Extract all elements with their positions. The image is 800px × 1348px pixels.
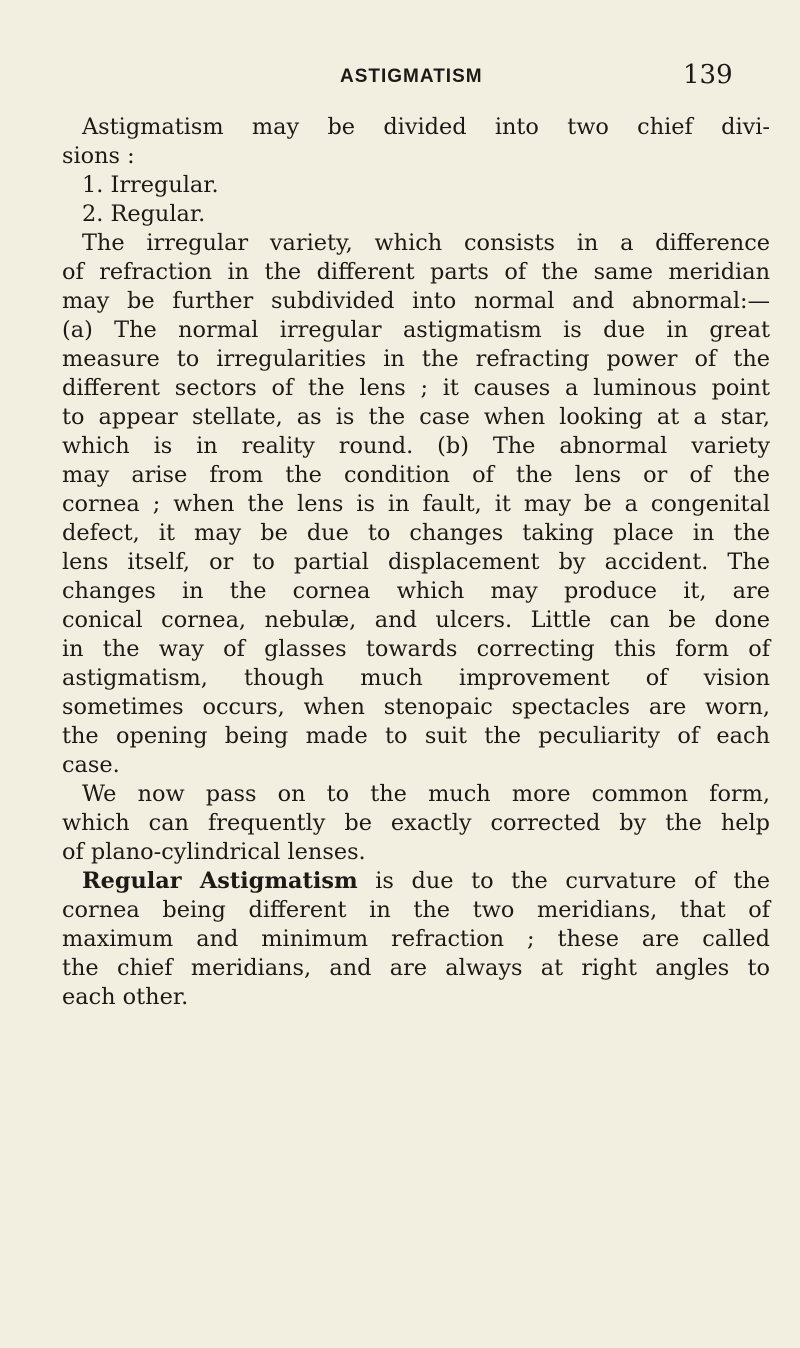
paragraph-4-line-2: cornea being different in the two meridians, that of — [62, 897, 770, 923]
list-item-irregular: 1. Irregular. — [82, 172, 219, 198]
paragraph-3-line-3: of plano-cylindrical lenses. — [62, 839, 366, 865]
paragraph-2-line-14: conical cornea, nebulæ, and ulcers. Little can be done — [62, 607, 770, 633]
paragraph-2-line-19: case. — [62, 752, 120, 778]
term-regular-astigmatism: Regular Astigmatism — [82, 868, 358, 894]
paragraph-1-line-1: Astigmatism may be divided into two chief divi- — [82, 114, 770, 140]
page-header — [0, 62, 800, 92]
paragraph-2-line-7: to appear stellate, as is the case when looking at a star, — [62, 404, 770, 430]
list-item-regular: 2. Regular. — [82, 201, 206, 227]
paragraph-4-line-3: maximum and minimum refraction ; these are called — [62, 926, 770, 952]
paragraph-4-line-1-rest: is due to the curvature of the — [357, 868, 770, 894]
paragraph-2-line-4: (a) The normal irregular astigmatism is due in great — [62, 317, 770, 343]
paragraph-3-line-1: We now pass on to the much more common form, — [82, 781, 770, 807]
page-number: 139 — [683, 60, 733, 90]
paragraph-2-line-3: may be further subdivided into normal and abnormal:— — [62, 288, 770, 314]
paragraph-2-line-17: sometimes occurs, when stenopaic spectacles are worn, — [62, 694, 770, 720]
paragraph-4-line-4: the chief meridians, and are always at right angles to — [62, 955, 770, 981]
paragraph-2-line-9: may arise from the condition of the lens or of the — [62, 462, 770, 488]
paragraph-2-line-13: changes in the cornea which may produce it, are — [62, 578, 770, 604]
paragraph-4-line-5: each other. — [62, 984, 189, 1010]
running-head: ASTIGMATISM — [340, 66, 483, 87]
paragraph-2-line-6: different sectors of the lens ; it causes a luminous point — [62, 375, 770, 401]
paragraph-2-line-15: in the way of glasses towards correcting this form of — [62, 636, 770, 662]
paragraph-2-line-16: astigmatism, though much improvement of vision — [62, 665, 770, 691]
paragraph-2-line-18: the opening being made to suit the peculiarity of each — [62, 723, 770, 749]
body-text — [62, 113, 770, 1012]
paragraph-4-line-1 — [62, 867, 770, 896]
paragraph-2-line-1: The irregular variety, which consists in a difference — [82, 230, 770, 256]
paragraph-1-line-2: sions : — [62, 143, 135, 169]
paragraph-2-line-10: cornea ; when the lens is in fault, it may be a congenital — [62, 491, 770, 517]
paragraph-2-line-2: of refraction in the different parts of the same meridian — [62, 259, 770, 285]
paragraph-2-line-8: which is in reality round. (b) The abnormal variety — [62, 433, 770, 459]
paragraph-3-line-2: which can frequently be exactly corrected by the help — [62, 810, 770, 836]
paragraph-2-line-12: lens itself, or to partial displacement by accident. The — [62, 549, 770, 575]
paragraph-2-line-11: defect, it may be due to changes taking place in the — [62, 520, 770, 546]
paragraph-2-line-5: measure to irregularities in the refracting power of the — [62, 346, 770, 372]
